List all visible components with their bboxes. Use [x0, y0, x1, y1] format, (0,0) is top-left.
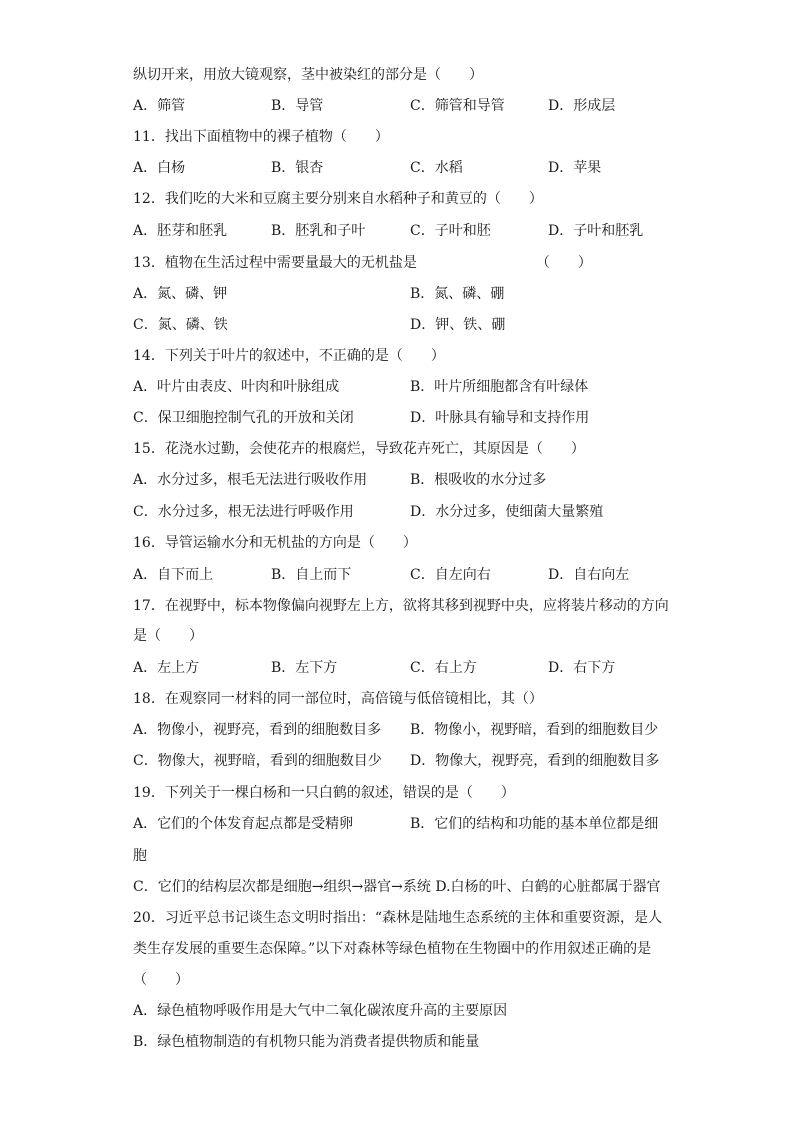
- q15-option-a: A．水分过多，根毛无法进行吸收作用: [133, 472, 368, 488]
- q16-option-d: D．自右向左: [548, 567, 630, 583]
- question-16-stem: 16．导管运输水分和无机盐的方向是（ ）: [133, 535, 417, 551]
- q10-option-b: B．导管: [271, 98, 324, 114]
- q18-option-a: A．物像小，视野亮，看到的细胞数目多: [133, 722, 382, 738]
- q14-option-b: B．叶片所细胞都含有叶绿体: [410, 379, 589, 395]
- q19-option-b-cont: 胞: [133, 848, 147, 864]
- question-17-stem: 17．在视野中，标本物像偏向视野左上方，欲将其移到视野中央，应将装片移动的方向: [133, 598, 669, 614]
- q17-option-a: A．左上方: [133, 660, 200, 676]
- q15-option-c: C．水分过多，根无法进行呼吸作用: [133, 504, 354, 520]
- q18-option-d: D．物像大，视野亮，看到的细胞数目多: [410, 753, 660, 769]
- q12-option-c: C．子叶和胚: [410, 223, 491, 239]
- q16-option-c: C．自左向右: [410, 567, 491, 583]
- question-17-stem-cont: 是（ ）: [133, 628, 203, 644]
- q20-option-a: A．绿色植物呼吸作用是大气中二氧化碳浓度升高的主要原因: [133, 1003, 508, 1019]
- question-20-stem: 20．习近平总书记谈生态文明时指出：“森林是陆地生态系统的主体和重要资源，是人: [133, 910, 662, 926]
- question-11-stem: 11．找出下面植物中的裸子植物（ ）: [133, 129, 389, 145]
- q16-option-b: B．自上而下: [271, 567, 352, 583]
- q15-option-d: D．水分过多，使细菌大量繁殖: [410, 504, 604, 520]
- question-10-stem: 纵切开来，用放大镜观察，茎中被染红的部分是（ ）: [133, 67, 483, 83]
- q14-option-c: C．保卫细胞控制气孔的开放和关闭: [133, 410, 354, 426]
- question-20-bracket: （ ）: [133, 972, 189, 988]
- q18-option-c: C．物像大，视野暗，看到的细胞数目少: [133, 753, 382, 769]
- q10-option-d: D．形成层: [548, 98, 616, 114]
- q13-option-a: A．氮、磷、钾: [133, 286, 228, 302]
- q19-option-a: A．它们的个体发育起点都是受精卵: [133, 816, 354, 832]
- q11-option-a: A．白杨: [133, 160, 186, 176]
- q18-option-b: B．物像小，视野暗，看到的细胞数目少: [410, 722, 659, 738]
- q17-option-d: D．右下方: [548, 660, 616, 676]
- q11-option-d: D．苹果: [548, 160, 602, 176]
- q17-option-b: B．左下方: [271, 660, 338, 676]
- q19-option-b: B．它们的结构和功能的基本单位都是细: [410, 816, 659, 832]
- q16-option-a: A．自下而上: [133, 567, 214, 583]
- question-18-stem: 18．在观察同一材料的同一部位时，高倍镜与低倍镜相比，其（）: [133, 691, 543, 707]
- q15-option-b: B．根吸收的水分过多: [410, 472, 547, 488]
- q19-options-c-d: C．它们的结构层次都是细胞→组织→器官→系统 D.白杨的叶、白鹤的心脏都属于器官: [133, 879, 661, 895]
- q12-option-d: D．子叶和胚乳: [548, 223, 644, 239]
- q14-option-a: A．叶片由表皮、叶肉和叶脉组成: [133, 379, 340, 395]
- question-19-stem: 19．下列关于一棵白杨和一只白鹤的叙述，错误的是（ ）: [133, 785, 515, 801]
- question-13-stem: 13．植物在生活过程中需要量最大的无机盐是 （ ）: [133, 255, 592, 271]
- q12-option-a: A．胚芽和胚乳: [133, 223, 228, 239]
- q17-option-c: C．右上方: [410, 660, 477, 676]
- q11-option-c: C．水稻: [410, 160, 463, 176]
- q14-option-d: D．叶脉具有输导和支持作用: [410, 410, 590, 426]
- q12-option-b: B．胚乳和子叶: [271, 223, 366, 239]
- q10-option-c: C．筛管和导管: [410, 98, 505, 114]
- q13-option-b: B．氮、磷、硼: [410, 286, 505, 302]
- question-12-stem: 12．我们吃的大米和豆腐主要分别来自水稻种子和黄豆的（ ）: [133, 191, 543, 207]
- q10-option-a: A．筛管: [133, 98, 186, 114]
- q11-option-b: B．银杏: [271, 160, 324, 176]
- question-20-stem-cont: 类生存发展的重要生态保障。”以下对森林等绿色植物在生物圈中的作用叙述正确的是: [133, 941, 652, 957]
- question-15-stem: 15．花浇水过勤，会使花卉的根腐烂，导致花卉死亡，其原因是（ ）: [133, 441, 585, 457]
- question-14-stem: 14．下列关于叶片的叙述中，不正确的是（ ）: [133, 348, 445, 364]
- q13-option-c: C．氮、磷、铁: [133, 317, 228, 333]
- q20-option-b: B．绿色植物制造的有机物只能为消费者提供物质和能量: [133, 1034, 480, 1050]
- q13-option-d: D．钾、铁、硼: [410, 317, 506, 333]
